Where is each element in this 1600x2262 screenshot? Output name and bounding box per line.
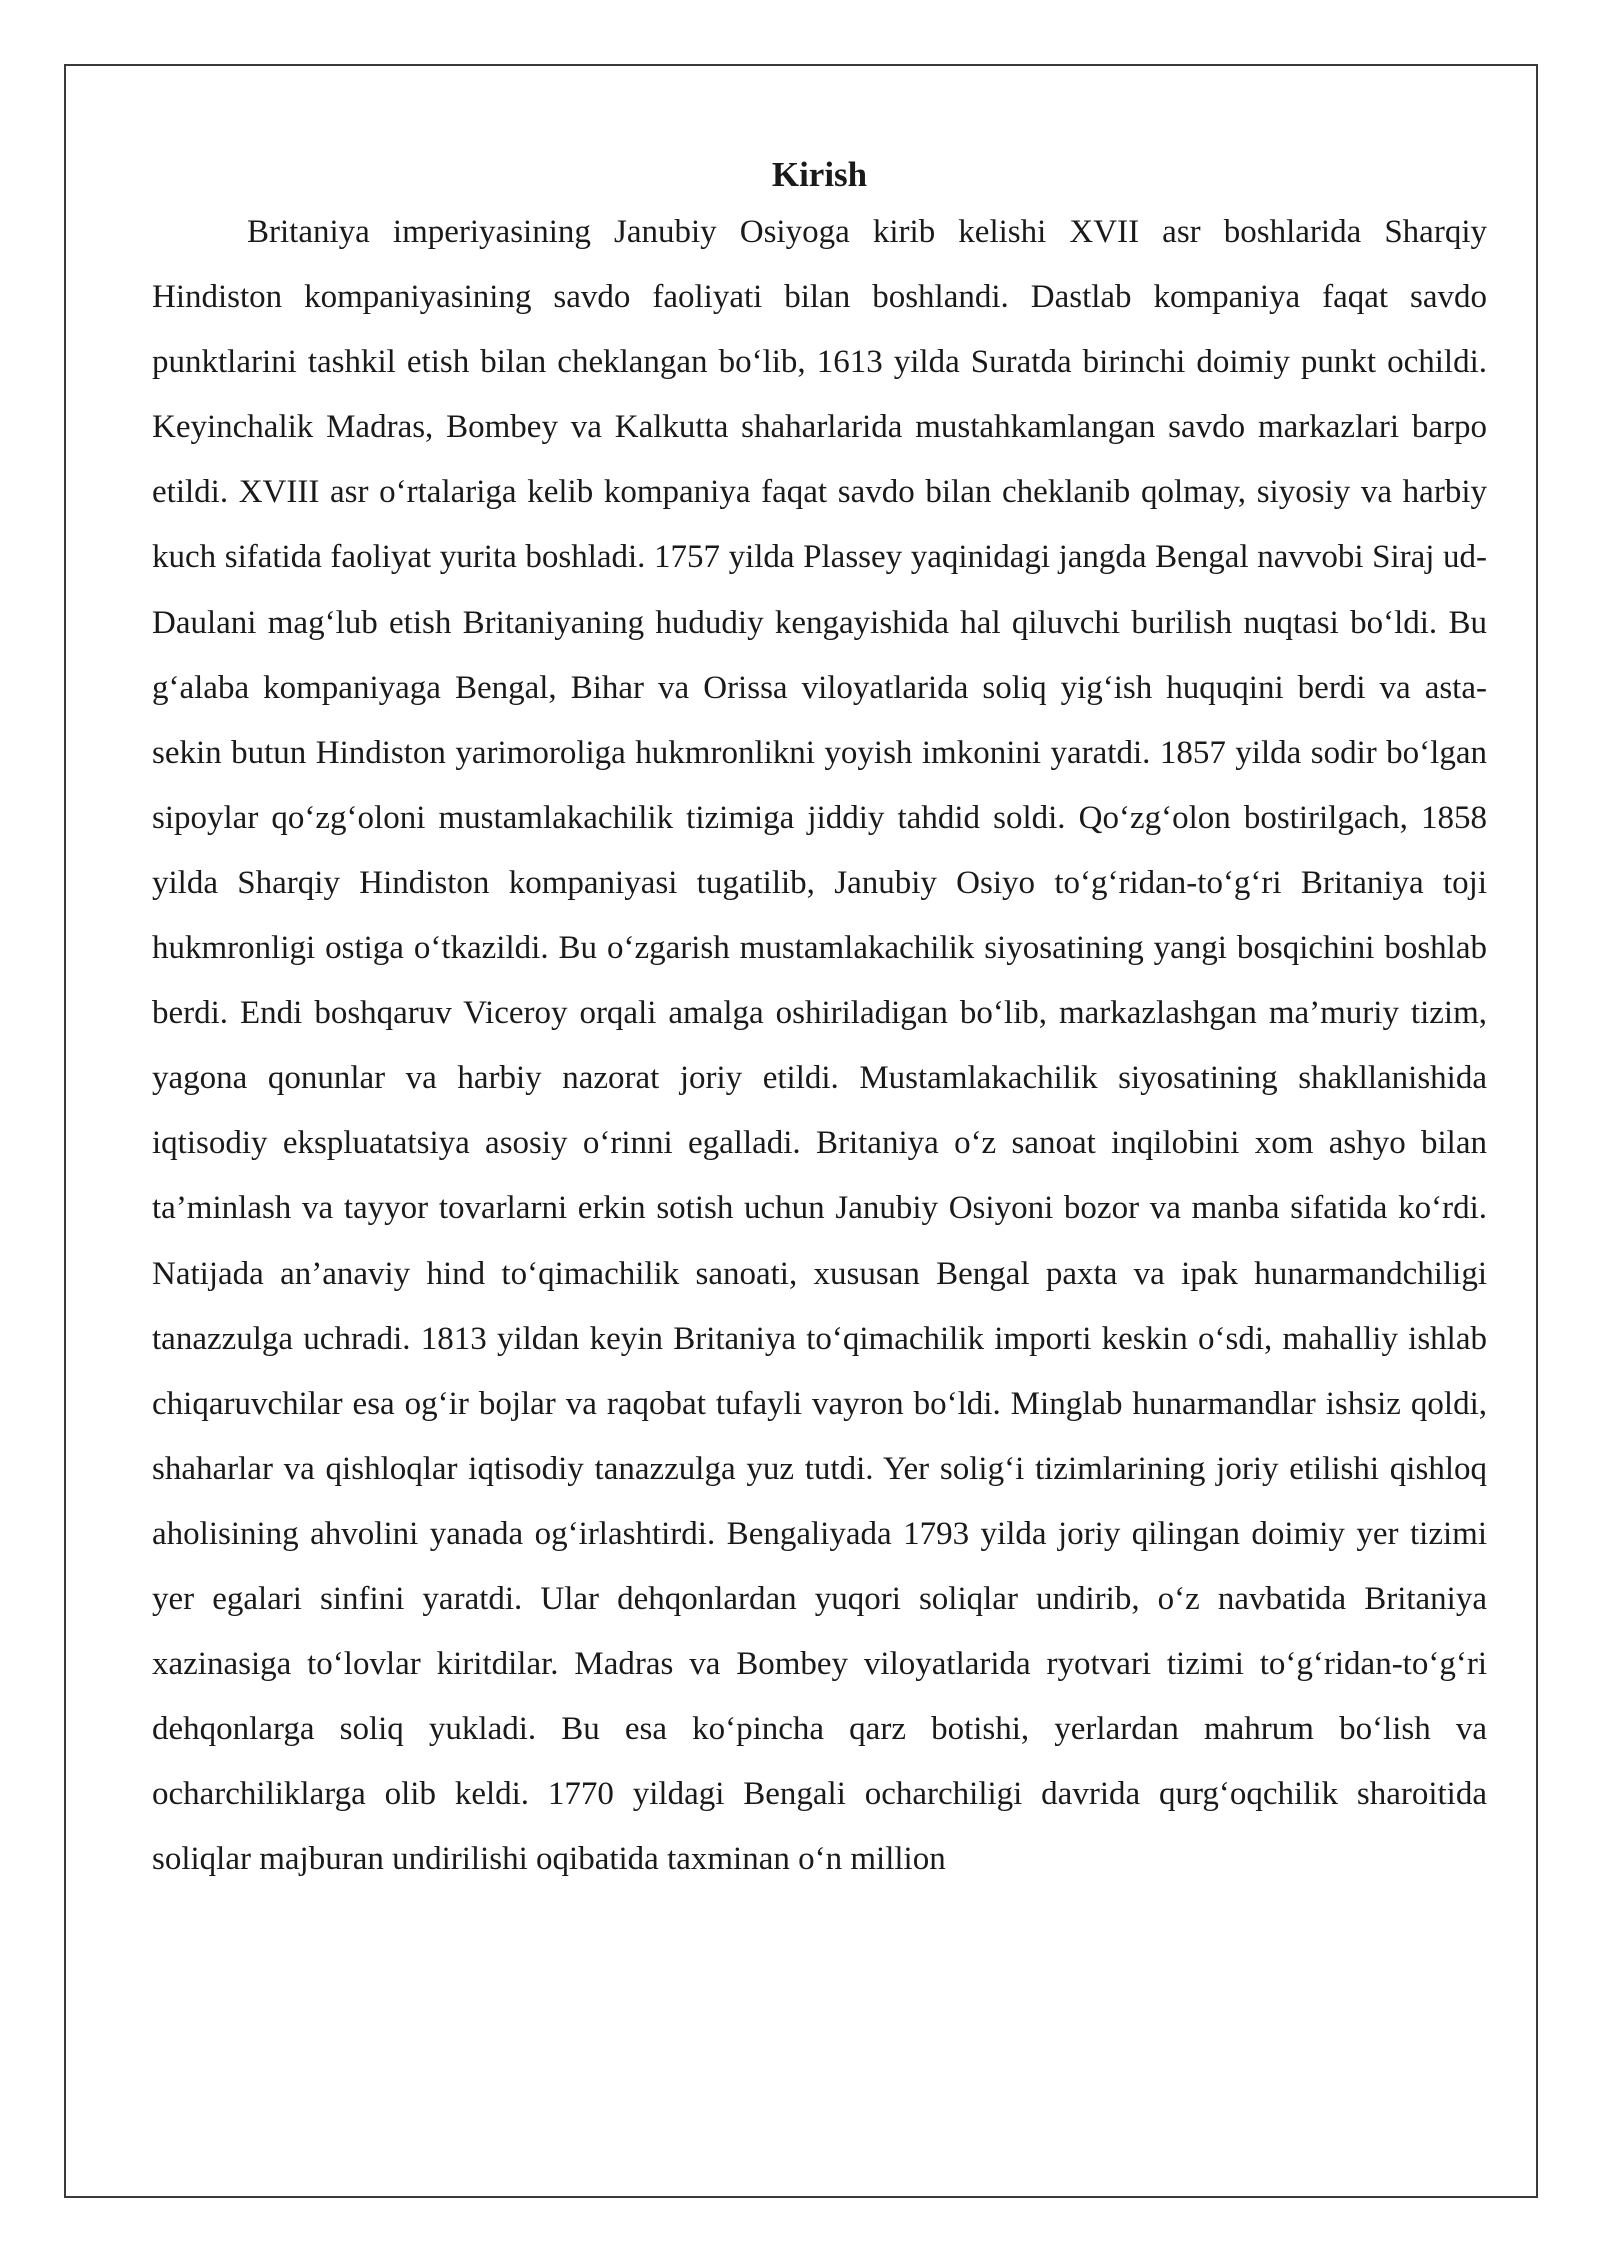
- document-title: Kirish: [771, 155, 868, 194]
- body-paragraph: Britaniya imperiyasining Janubiy Osiyoga kirib kelishi XVII asr boshlarida Sharqiy Hindiston kompaniyasining savdo faoliyati bilan boshlandi. Dastlab kompaniya faqat savdo punktlarini tashkil etish bilan cheklangan bo‘lib, 1613 yilda Suratda birinchi doimiy punkt ochildi. Keyinchalik Madras, Bombey va Kalkutta shaharlarida mustahkamlangan savdo markazlari barpo etildi. XVIII asr o‘rtalariga kelib kompaniya faqat savdo bilan cheklanib qolmay, siyosiy va harbiy kuch sifatida faoliyat yurita boshladi. 1757 yilda Plassey yaqinidagi jangda Bengal navvobi Siraj ud-Daulani mag‘lub etish Britaniyaning hududiy kengayishida hal qiluvchi burilish nuqtasi bo‘ldi. Bu g‘alaba kompaniyaga Bengal, Bihar va Orissa viloyatlarida soliq yig‘ish huquqini berdi va asta-sekin butun Hindiston yarimoroliga hukmronlikni yoyish imkonini yaratdi. 1857 yilda sodir bo‘lgan sipoylar qo‘zg‘oloni mustamlakachilik tizimiga jiddiy tahdid soldi. Qo‘zg‘olon bostirilgach, 1858 yilda Sharqiy Hindiston kompaniyasi tugatilib, Janubiy Osiyo to‘g‘ridan-to‘g‘ri Britaniya toji hukmronligi ostiga o‘tkazildi. Bu o‘zgarish mustamlakachilik siyosatining yangi bosqichini boshlab berdi. Endi boshqaruv Viceroy orqali amalga oshiriladigan bo‘lib, markazlashgan ma’muriy tizim, yagona qonunlar va harbiy nazorat joriy etildi. Mustamlakachilik siyosatining shakllanishida iqtisodiy ekspluatatsiya asosiy o‘rinni egalladi. Britaniya o‘z sanoat inqilobini xom ashyo bilan ta’minlash va tayyor tovarlarni erkin sotish uchun Janubiy Osiyoni bozor va manba sifatida ko‘rdi. Natijada an’anaviy hind to‘qimachilik sanoati, xususan Bengal paxta va ipak hunarmandchiligi tanazzulga uchradi. 1813 yildan keyin Britaniya to‘qimachilik importi keskin o‘sdi, mahalliy ishlab chiqaruvchilar esa og‘ir bojlar va raqobat tufayli vayron bo‘ldi. Minglab hunarmandlar ishsiz qoldi, shaharlar va qishloqlar iqtisodiy tanazzulga yuz tutdi. Yer solig‘i tizimlarining joriy etilishi qishloq aholisining ahvolini yanada og‘irlashtirdi. Bengaliyada 1793 yilda joriy qilingan doimiy yer tizimi yer egalari sinfini yaratdi. Ular dehqonlardan yuqori soliqlar undirib, o‘z navbatida Britaniya xazinasiga to‘lovlar kiritdilar. Madras va Bombey viloyatlarida ryotvari tizimi to‘g‘ridan-to‘g‘ri dehqonlarga soliq yukladi. Bu esa ko‘pincha qarz botishi, yerlardan mahrum bo‘lish va ocharchiliklarga olib keldi. 1770 yildagi Bengali ocharchiligi davrida qurg‘oqchilik sharoitida soliqlar majburan undirilishi oqibatida taxminan o‘n million: [152, 214, 1487, 1878]
- document-body: [152, 150, 1487, 1892]
